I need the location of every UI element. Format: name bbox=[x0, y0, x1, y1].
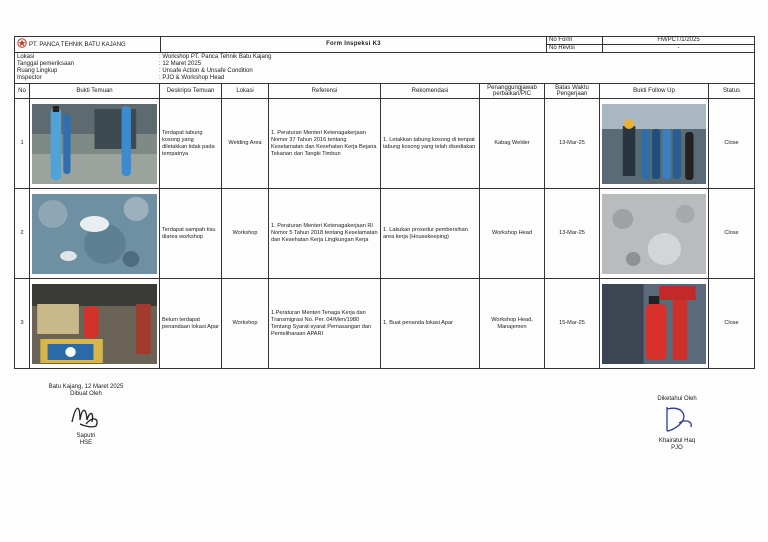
col-status: Status bbox=[709, 84, 755, 99]
form-header bbox=[14, 36, 755, 84]
finding-description: Terdapat sampah tisu diarea workshop bbox=[160, 189, 222, 279]
cylinder-rack-photo-icon bbox=[602, 104, 706, 184]
sign-place-date: Batu Kajang, 12 Maret 2025 bbox=[48, 384, 124, 390]
finding-pic: Kabag Welder bbox=[480, 99, 545, 189]
sign-role-made-by: Dibuat Oleh bbox=[70, 391, 102, 397]
followup-photo bbox=[600, 99, 709, 189]
meta-row-ruang-lingkup: Ruang Lingkup : Unsafe Action & Unsafe Condition bbox=[17, 68, 253, 74]
row-no: 2 bbox=[15, 189, 30, 279]
finding-deadline: 15-Mar-25 bbox=[545, 279, 600, 369]
col-deskripsi: Deskripsi Temuan bbox=[160, 84, 222, 99]
finding-photo bbox=[30, 99, 160, 189]
signature-scribble-icon bbox=[657, 403, 697, 435]
tissue-trash-photo-icon bbox=[32, 194, 157, 274]
finding-description: Belum terdapat penandaan lokasi Apar bbox=[160, 279, 222, 369]
col-batas-waktu: Batas Waktu Pengerjaan bbox=[545, 84, 600, 99]
gas-cylinders-photo-icon bbox=[32, 104, 157, 184]
signature-left bbox=[36, 384, 136, 447]
finding-reference: 1. Peraturan Menteri Ketenagakerjaan Nomor 37 Tahun 2016 tentang Keselamatan dan Kesehatan Kerja Bejana Tekanan dan Tangki Timbun bbox=[269, 99, 381, 189]
finding-status: Close bbox=[709, 279, 755, 369]
table-row bbox=[15, 279, 755, 369]
col-referensi: Referensi bbox=[269, 84, 381, 99]
finding-pic: Workshop Head, Manajemen bbox=[480, 279, 545, 369]
no-revisi-value: - bbox=[603, 45, 755, 53]
row-no: 1 bbox=[15, 99, 30, 189]
col-no: No bbox=[15, 84, 30, 99]
col-bukti-temuan: Bukti Temuan bbox=[30, 84, 160, 99]
col-bukti-follow-up: Bukti Follow Up bbox=[600, 84, 709, 99]
sign-title-left: HSE bbox=[79, 440, 93, 446]
finding-photo bbox=[30, 279, 160, 369]
sign-name-right: Khairatul Haq bbox=[658, 438, 696, 444]
row-no: 3 bbox=[15, 279, 30, 369]
signature-scribble-icon bbox=[66, 398, 106, 430]
company-cell bbox=[15, 37, 161, 53]
sign-name-left: Saputri bbox=[76, 433, 96, 439]
company-name: PT. PANCA TEHNIK BATU KAJANG bbox=[29, 42, 126, 49]
inspection-form bbox=[14, 36, 754, 369]
followup-photo bbox=[600, 279, 709, 369]
finding-photo bbox=[30, 189, 160, 279]
clean-floor-photo-icon bbox=[602, 194, 706, 274]
extinguisher-marked-photo-icon bbox=[602, 284, 706, 364]
finding-location: Welding Area bbox=[222, 99, 269, 189]
finding-deadline: 13-Mar-25 bbox=[545, 189, 600, 279]
col-pic: Penanggungjawab perbaikan/PIC bbox=[480, 84, 545, 99]
sign-title-right: PJO bbox=[671, 445, 683, 451]
findings-table bbox=[14, 83, 755, 369]
sign-role-known-by: Diketahui Oleh bbox=[657, 396, 697, 402]
table-row bbox=[15, 99, 755, 189]
finding-deadline: 13-Mar-25 bbox=[545, 99, 600, 189]
followup-photo bbox=[600, 189, 709, 279]
finding-description: Terdapat tabung kosong yang diletakkan tidak pada tempatnya bbox=[160, 99, 222, 189]
table-header-row bbox=[15, 84, 755, 99]
form-title: Form Inspeksi K3 bbox=[161, 37, 547, 53]
col-lokasi: Lokasi bbox=[222, 84, 269, 99]
finding-reference: 1.Peraturan Menteri Tenaga Kerja dan Transmigrasi No. Per. 04/Men/1980 Tentang Syarat-syarat Pemasangan dan Pemeliharaan APARI bbox=[269, 279, 381, 369]
fire-extinguisher-photo-icon bbox=[32, 284, 157, 364]
form-meta bbox=[15, 53, 755, 84]
finding-recommendation: 1. Buat penanda lokasi Apar bbox=[381, 279, 480, 369]
finding-status: Close bbox=[709, 189, 755, 279]
finding-recommendation: 1. Lakukan prosedur pembersihan area kerja (Housekeeping) bbox=[381, 189, 480, 279]
finding-location: Workshop bbox=[222, 189, 269, 279]
table-row bbox=[15, 189, 755, 279]
finding-location: Workshop bbox=[222, 279, 269, 369]
col-rekomendasi: Rekomendasi bbox=[381, 84, 480, 99]
finding-status: Close bbox=[709, 99, 755, 189]
finding-pic: Workshop Head bbox=[480, 189, 545, 279]
meta-row-lokasi: Lokasi : Workshop PT. Panca Tehnik Batu Kajang bbox=[17, 54, 272, 60]
company-logo-icon bbox=[17, 38, 27, 51]
signature-right bbox=[632, 396, 722, 452]
no-revisi-label: No Revisi bbox=[547, 45, 603, 53]
meta-row-inspector: Inspector : PJO & Workshop Head bbox=[17, 75, 225, 81]
no-form-value: FM/PCT/1/2025 bbox=[603, 37, 755, 45]
no-form-label: No Form bbox=[547, 37, 603, 45]
finding-recommendation: 1. Letakkan tabung kosong di tempat tabung kosong yang telah disediakan bbox=[381, 99, 480, 189]
finding-reference: 1. Peraturan Menteri Ketenagakerjaan RI Nomor 5 Tahun 2018 tentang Keselamatan dan Kesehatan Kerja Lingkungan Kerja bbox=[269, 189, 381, 279]
meta-row-tanggal: Tanggal pemeriksaan : 12 Maret 2025 bbox=[17, 61, 202, 67]
